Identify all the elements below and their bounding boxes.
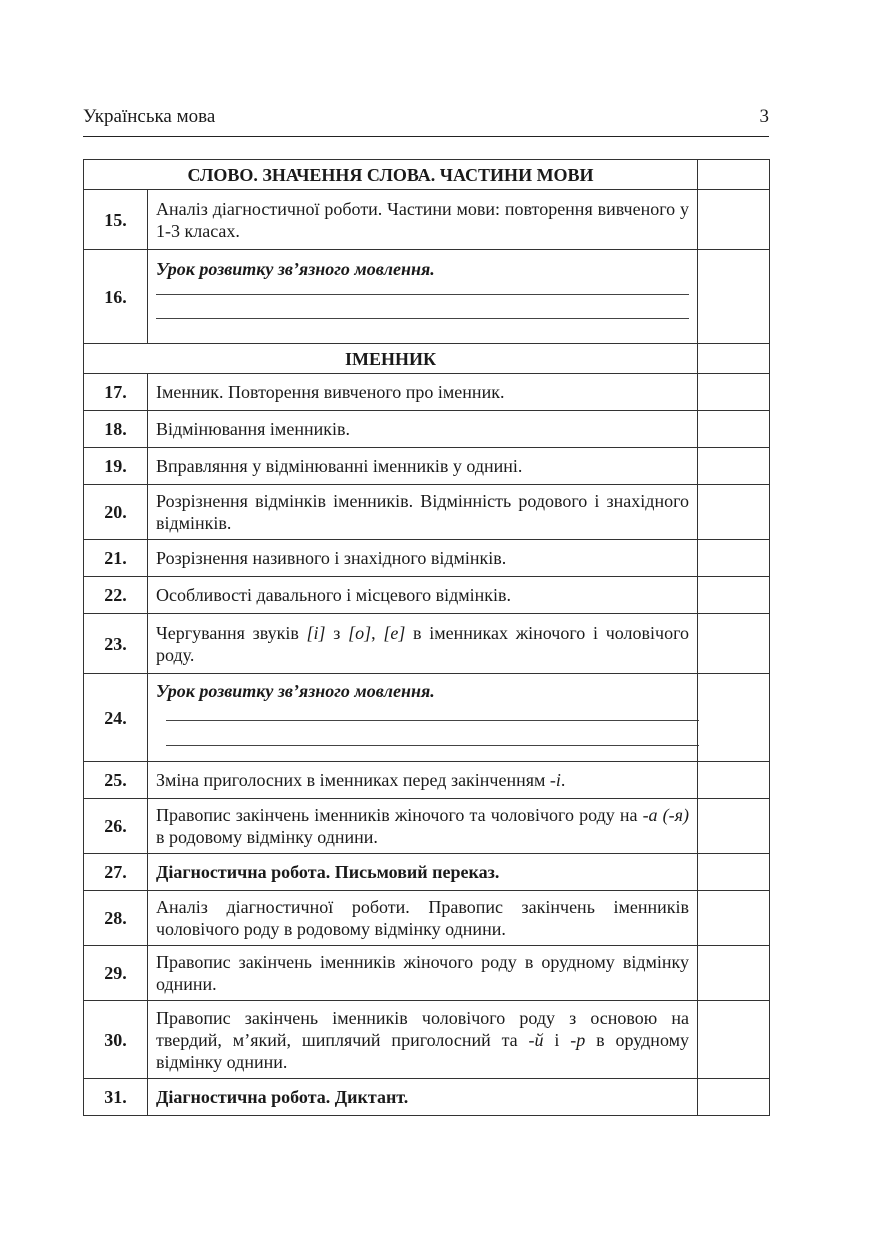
- mark-cell: [698, 485, 770, 540]
- mark-cell: [698, 799, 770, 854]
- lesson-number: 20.: [84, 485, 148, 540]
- lesson-topic: Аналіз діагностичної роботи. Частини мови: повторення вивченого у 1-3 класах.: [148, 190, 698, 250]
- lesson-topic: Розрізнення відмінків іменників. Відмінність родового і знахідного відмінків.: [148, 485, 698, 540]
- table-row: [84, 1001, 770, 1079]
- lesson-number: 25.: [84, 762, 148, 799]
- table-row: [84, 190, 770, 250]
- writing-line: [166, 745, 699, 746]
- table-row: [84, 374, 770, 411]
- table-row: [84, 577, 770, 614]
- lesson-number: 16.: [84, 250, 148, 344]
- text-run: в іменниках жіночого і чоловічого роду.: [156, 622, 690, 665]
- lesson-number: 28.: [84, 891, 148, 946]
- lesson-topic: Вправляння у відмінюванні іменників у однині.: [148, 448, 698, 485]
- text-run: Правопис закінчень іменників чоловічого роду з основою на твердий, м’який, шиплячий приголосний та: [156, 1007, 690, 1050]
- mark-cell: [698, 854, 770, 891]
- lesson-topic-text: Урок розвитку зв’язного мовлення.: [156, 259, 435, 279]
- lesson-topic: [148, 799, 698, 854]
- mark-cell: [698, 411, 770, 448]
- table-row: [84, 250, 770, 344]
- mark-cell: [698, 448, 770, 485]
- mark-cell: [698, 946, 770, 1001]
- lesson-number: 21.: [84, 540, 148, 577]
- lesson-number: 17.: [84, 374, 148, 411]
- lesson-number: 15.: [84, 190, 148, 250]
- running-header: [83, 106, 769, 132]
- mark-cell: [698, 374, 770, 411]
- lesson-topic: [148, 762, 698, 799]
- header-rule: [83, 136, 769, 137]
- lesson-topic: [148, 250, 698, 344]
- ending-notation: -і: [549, 770, 561, 790]
- lesson-topic: [148, 1001, 698, 1079]
- mark-cell: [698, 540, 770, 577]
- writing-line: [156, 318, 689, 319]
- mark-cell: [698, 577, 770, 614]
- lesson-number: 24.: [84, 674, 148, 762]
- lesson-number: 18.: [84, 411, 148, 448]
- lesson-number: 31.: [84, 1079, 148, 1116]
- lesson-topic: [148, 674, 698, 762]
- table-row: [84, 762, 770, 799]
- phonetic-notation: [е]: [383, 622, 406, 643]
- phonetic-notation: [о]: [348, 622, 372, 643]
- lesson-number: 30.: [84, 1001, 148, 1079]
- writing-line: [156, 294, 689, 295]
- lesson-topic: Особливості давального і місцевого відмінків.: [148, 577, 698, 614]
- table-row: [84, 1079, 770, 1116]
- text-run: Чергування звуків: [156, 622, 307, 643]
- lesson-number: 22.: [84, 577, 148, 614]
- mark-cell: [698, 250, 770, 344]
- text-run: в родовому відмінку однини.: [156, 827, 378, 847]
- ending-notation: -а (-я): [642, 805, 690, 825]
- mark-cell: [698, 344, 770, 374]
- lesson-topic: Аналіз діагностичної роботи. Правопис закінчень іменників чоловічого роду в родовому відмінку однини.: [148, 891, 698, 946]
- table-row: [84, 854, 770, 891]
- table-row: [84, 448, 770, 485]
- page-number: 3: [759, 106, 769, 127]
- lesson-topic-text: Урок розвитку зв’язного мовлення.: [156, 681, 435, 701]
- lesson-number: 26.: [84, 799, 148, 854]
- running-header-title: Українська мова: [83, 106, 216, 127]
- ending-notation: -р: [570, 1029, 586, 1050]
- lesson-topic: Іменник. Повторення вивченого про іменник.: [148, 374, 698, 411]
- lesson-topic: Відмінювання іменників.: [148, 411, 698, 448]
- writing-line: [166, 720, 699, 721]
- lesson-number: 23.: [84, 614, 148, 674]
- table-row: [84, 946, 770, 1001]
- section-row: [84, 344, 770, 374]
- text-run: Правопис закінчень іменників жіночого та чоловічого роду на: [156, 805, 643, 825]
- text-run: Зміна приголосних в іменниках перед закінченням: [156, 770, 550, 790]
- section-title: ІМЕННИК: [84, 344, 698, 374]
- mark-cell: [698, 190, 770, 250]
- mark-cell: [698, 614, 770, 674]
- lesson-topic: Розрізнення називного і знахідного відмінків.: [148, 540, 698, 577]
- text-run: з: [325, 622, 349, 643]
- lesson-topic: Діагностична робота. Письмовий переказ.: [148, 854, 698, 891]
- section-row: [84, 160, 770, 190]
- lesson-topic: [148, 614, 698, 674]
- lesson-topic: Діагностична робота. Диктант.: [148, 1079, 698, 1116]
- lesson-topic: Правопис закінчень іменників жіночого роду в орудному відмінку однини.: [148, 946, 698, 1001]
- table-row: [84, 674, 770, 762]
- ending-notation: -й: [528, 1029, 544, 1050]
- table-row: [84, 540, 770, 577]
- lesson-plan-table: [83, 159, 770, 1116]
- text-run: ,: [371, 622, 384, 643]
- table-row: [84, 799, 770, 854]
- table-row: [84, 891, 770, 946]
- mark-cell: [698, 762, 770, 799]
- table-row: [84, 411, 770, 448]
- mark-cell: [698, 891, 770, 946]
- mark-cell: [698, 1001, 770, 1079]
- table-row: [84, 485, 770, 540]
- lesson-number: 19.: [84, 448, 148, 485]
- section-title: СЛОВО. ЗНАЧЕННЯ СЛОВА. ЧАСТИНИ МОВИ: [84, 160, 698, 190]
- mark-cell: [698, 160, 770, 190]
- lesson-number: 29.: [84, 946, 148, 1001]
- text-run: і: [543, 1029, 571, 1050]
- mark-cell: [698, 674, 770, 762]
- phonetic-notation: [і]: [306, 622, 326, 643]
- mark-cell: [698, 1079, 770, 1116]
- table-row: [84, 614, 770, 674]
- text-run: в орудному відмінку однини.: [156, 1029, 689, 1072]
- lesson-number: 27.: [84, 854, 148, 891]
- text-run: .: [560, 770, 566, 790]
